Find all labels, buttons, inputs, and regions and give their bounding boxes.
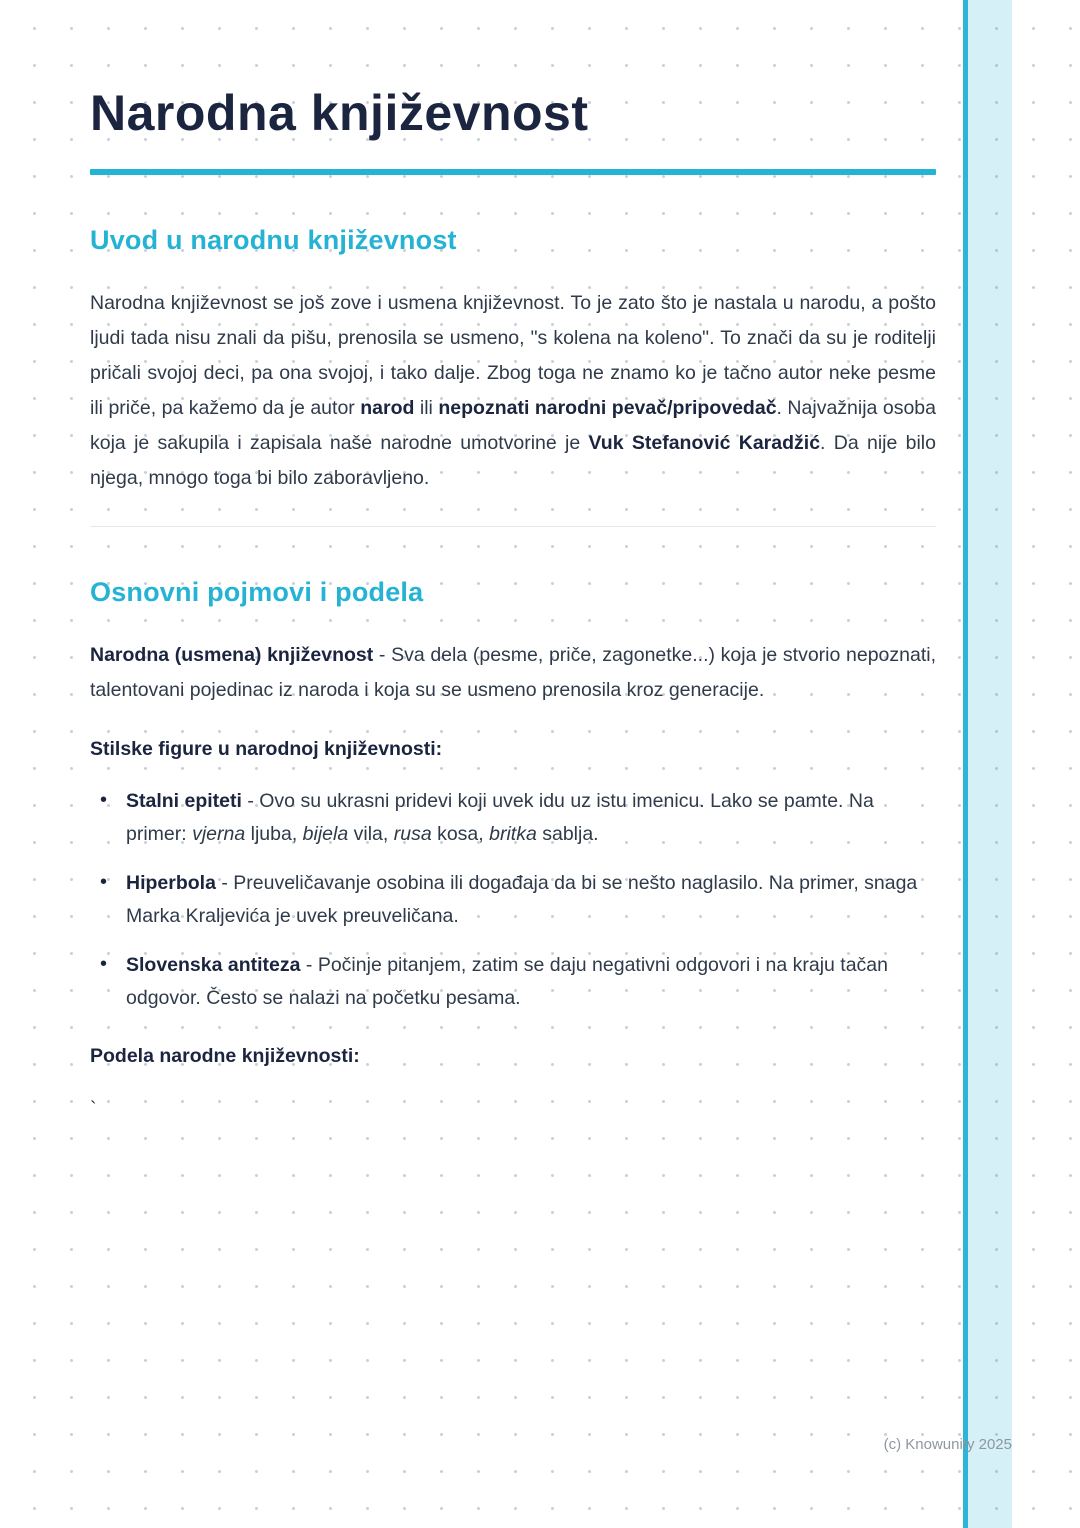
text-segment: kosa, [431, 823, 490, 845]
list-item-text [126, 790, 874, 845]
bullet-icon: • [100, 871, 108, 893]
section-heading-pojmovi: Osnovni pojmovi i podela [90, 577, 424, 607]
text-segment: - Počinje pitanjem, zatim se daju negativni odgovori i na kraju tačan odgovor. Često se nalazi na početku pesama. [126, 954, 888, 1009]
section-uvod [90, 225, 936, 496]
bold-term-vuk: Vuk Stefanović Karadžić [588, 432, 821, 454]
section-pojmovi [90, 577, 936, 1121]
stilske-figure-list [90, 785, 936, 1015]
text-segment: . Najvažnija osoba koja je sakupila i zapisala naše narodne umotvorine je [90, 397, 936, 454]
title-underline [90, 169, 936, 175]
note-page-content [90, 86, 936, 1121]
footer-credit: (c) Knowunity 2025 [883, 1436, 1012, 1453]
text-segment: . Da nije bilo njega, mnogo toga bi bilo zaboravljeno. [90, 432, 936, 489]
bold-term-hiperbola: Hiperbola [126, 872, 216, 894]
text-segment: ili [414, 397, 439, 419]
list-item-text [126, 872, 917, 927]
page-title: Narodna književnost [90, 85, 589, 141]
list-item-text [126, 954, 888, 1009]
text-segment: sablja. [536, 823, 599, 845]
backtick-mark: ` [90, 1098, 97, 1120]
italic-word-bijela: bijela [302, 823, 349, 845]
text-segment: - Preuveličavanje osobina ili događaja da bi se nešto naglasilo. Na primer, snaga Marka Kraljevića je uvek preuveličana. [126, 872, 918, 927]
bold-term-slovenska-antiteza: Slovenska antiteza [126, 954, 301, 976]
bold-term-definition: Narodna (usmena) književnost [90, 644, 374, 666]
list-item-stalni-epiteti [90, 785, 936, 851]
text-segment: - Ovo su ukrasni pridevi koji uvek idu uz istu imenicu. Lako se pamte. Na primer: [126, 790, 874, 845]
italic-word-britka: britka [489, 823, 537, 845]
list-item-hiperbola [90, 867, 936, 933]
bold-term-pevac: nepoznati narodni pevač/pripovedač [438, 397, 777, 419]
text-segment: - Sva dela (pesme, priče, zagonetke...) koja je stvorio nepoznati, talentovani pojedinac iz naroda i koja su se usmeno prenosila kroz generacije. [90, 644, 936, 701]
bullet-icon: • [100, 953, 108, 975]
section-divider [90, 526, 936, 527]
definition-paragraph [90, 638, 936, 708]
bold-term-narod: narod [360, 397, 415, 419]
italic-word-vjerna: vjerna [192, 823, 246, 845]
stilske-subheading: Stilske figure u narodnoj književnosti: [90, 738, 443, 760]
list-item-slovenska-antiteza [90, 949, 936, 1015]
italic-word-rusa: rusa [393, 823, 432, 845]
text-segment: vila, [348, 823, 394, 845]
text-segment: ljuba, [245, 823, 303, 845]
intro-paragraph [90, 286, 936, 496]
section-heading-uvod: Uvod u narodnu književnost [90, 225, 457, 255]
text-segment: Narodna književnost se još zove i usmena književnost. To je zato što je nastala u narodu, a pošto ljudi tada nisu znali da pišu, prenosila se usmeno, "s kolena na koleno". To znači da su je roditelji pričali svojoj deci, pa ona svojoj, i tako dalje. Zbog toga ne znamo ko je tačno autor neke pesme ili priče, pa kažemo da je autor [90, 292, 936, 419]
right-edge-line [963, 0, 968, 1528]
bullet-icon: • [100, 789, 108, 811]
bold-term-stalni-epiteti: Stalni epiteti [126, 790, 242, 812]
right-edge-band [968, 0, 1012, 1528]
podela-subheading: Podela narodne književnosti: [90, 1045, 360, 1067]
